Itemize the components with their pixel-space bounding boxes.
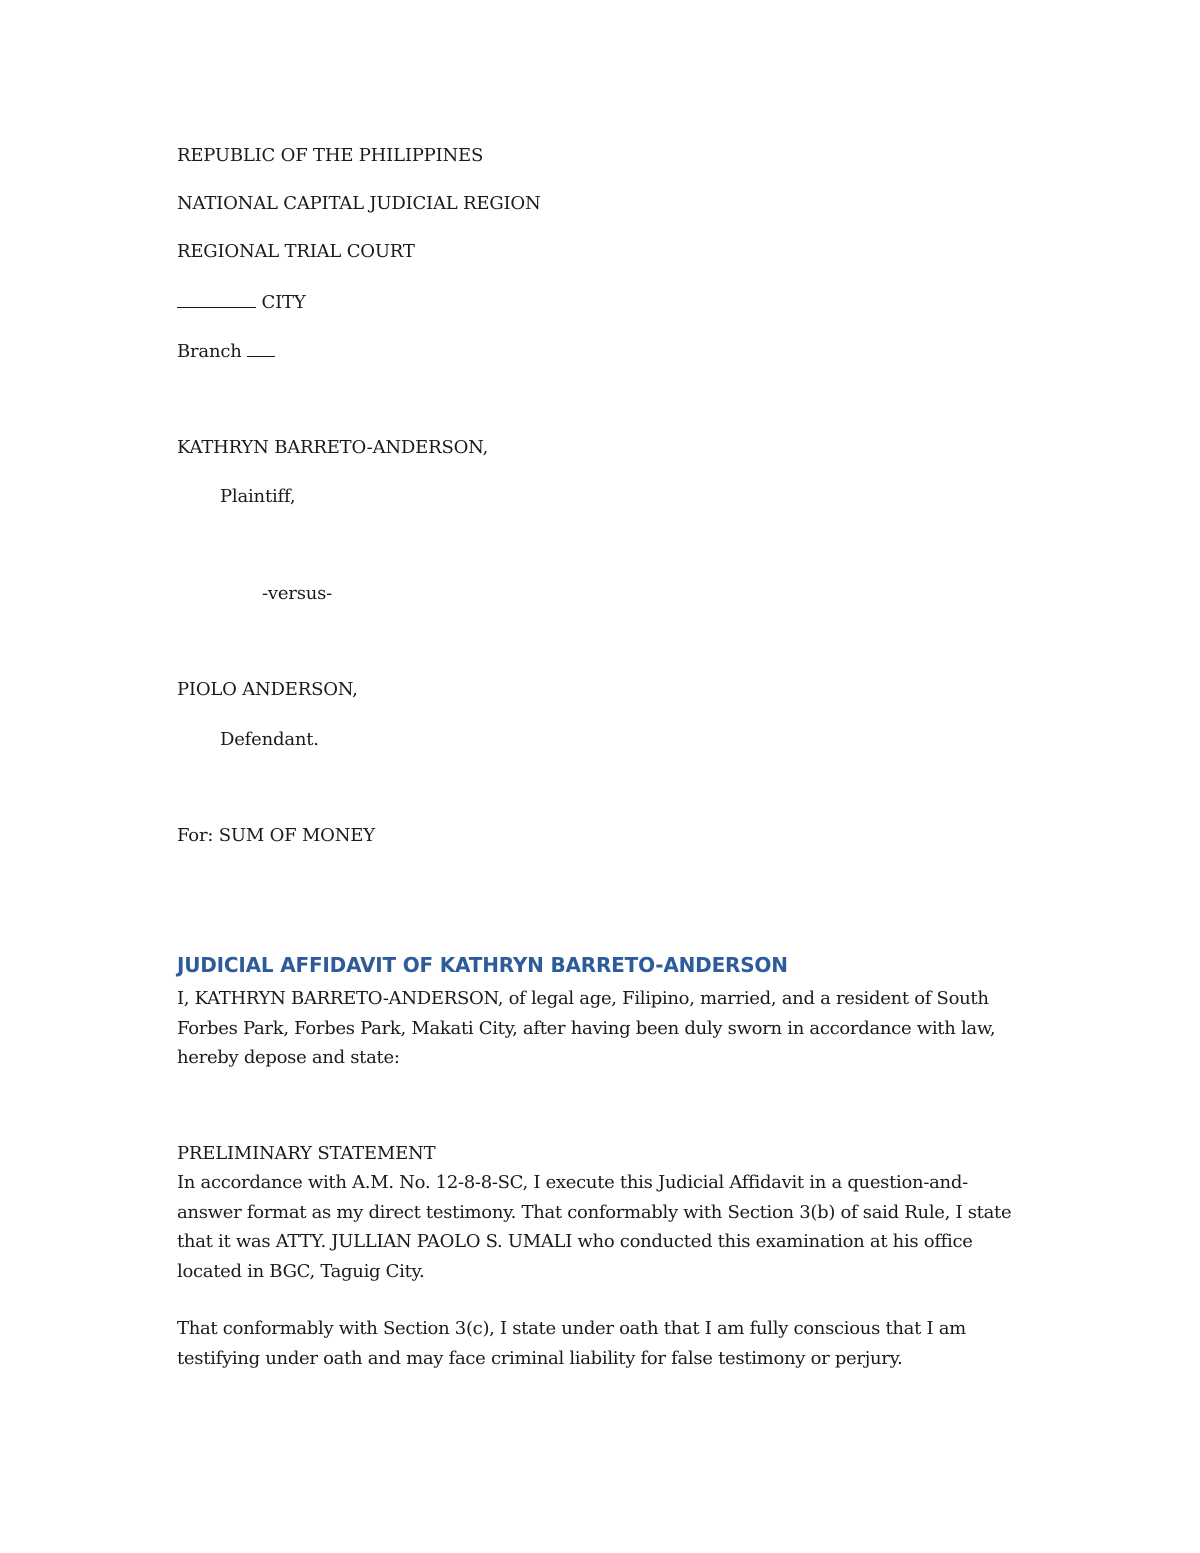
paragraph-1-text: In accordance with A.M. No. 12-8-8-SC, I execute this Judicial Affidavit in a question-and-answer format as my direct testimony. That conformably with Section 3(b) of said Rule, I state that it was ATTY. JULLIAN PAOLO S. UMALI who conducted this examination at his office located in BGC, Taguig City. <box>177 1172 1012 1282</box>
intro-text: I, KATHRYN BARRETO-ANDERSON, of legal age, Filipino, married, and a resident of South Forbes Park, Forbes Park, Makati City, after having been duly sworn in accordance with law, hereby depose and state: <box>177 988 996 1068</box>
case-for: For: SUM OF MONEY <box>177 825 375 846</box>
header-branch-label: Branch <box>177 341 242 362</box>
paragraph-2 <box>177 1314 1027 1373</box>
paragraph-1 <box>177 1168 1027 1286</box>
plaintiff-name: KATHRYN BARRETO-ANDERSON, <box>177 437 489 458</box>
versus: -versus- <box>262 583 333 604</box>
header-city: CITY <box>261 292 306 313</box>
section-heading: PRELIMINARY STATEMENT <box>177 1143 436 1164</box>
header-region: NATIONAL CAPITAL JUDICIAL REGION <box>177 193 541 214</box>
plaintiff-role: Plaintiff, <box>220 486 296 507</box>
branch-blank <box>247 339 275 357</box>
header-branch-line <box>177 339 275 363</box>
header-court: REGIONAL TRIAL COURT <box>177 241 415 262</box>
header-republic: REPUBLIC OF THE PHILIPPINES <box>177 145 484 166</box>
city-blank <box>177 290 256 308</box>
affidavit-intro <box>177 984 1027 1073</box>
defendant-name: PIOLO ANDERSON, <box>177 679 358 700</box>
header-city-line <box>177 290 306 314</box>
affidavit-title: JUDICIAL AFFIDAVIT OF KATHRYN BARRETO-ANDERSON <box>177 953 788 977</box>
defendant-role: Defendant. <box>220 729 319 750</box>
paragraph-2-text: That conformably with Section 3(c), I state under oath that I am fully conscious that I am testifying under oath and may face criminal liability for false testimony or perjury. <box>177 1318 966 1369</box>
